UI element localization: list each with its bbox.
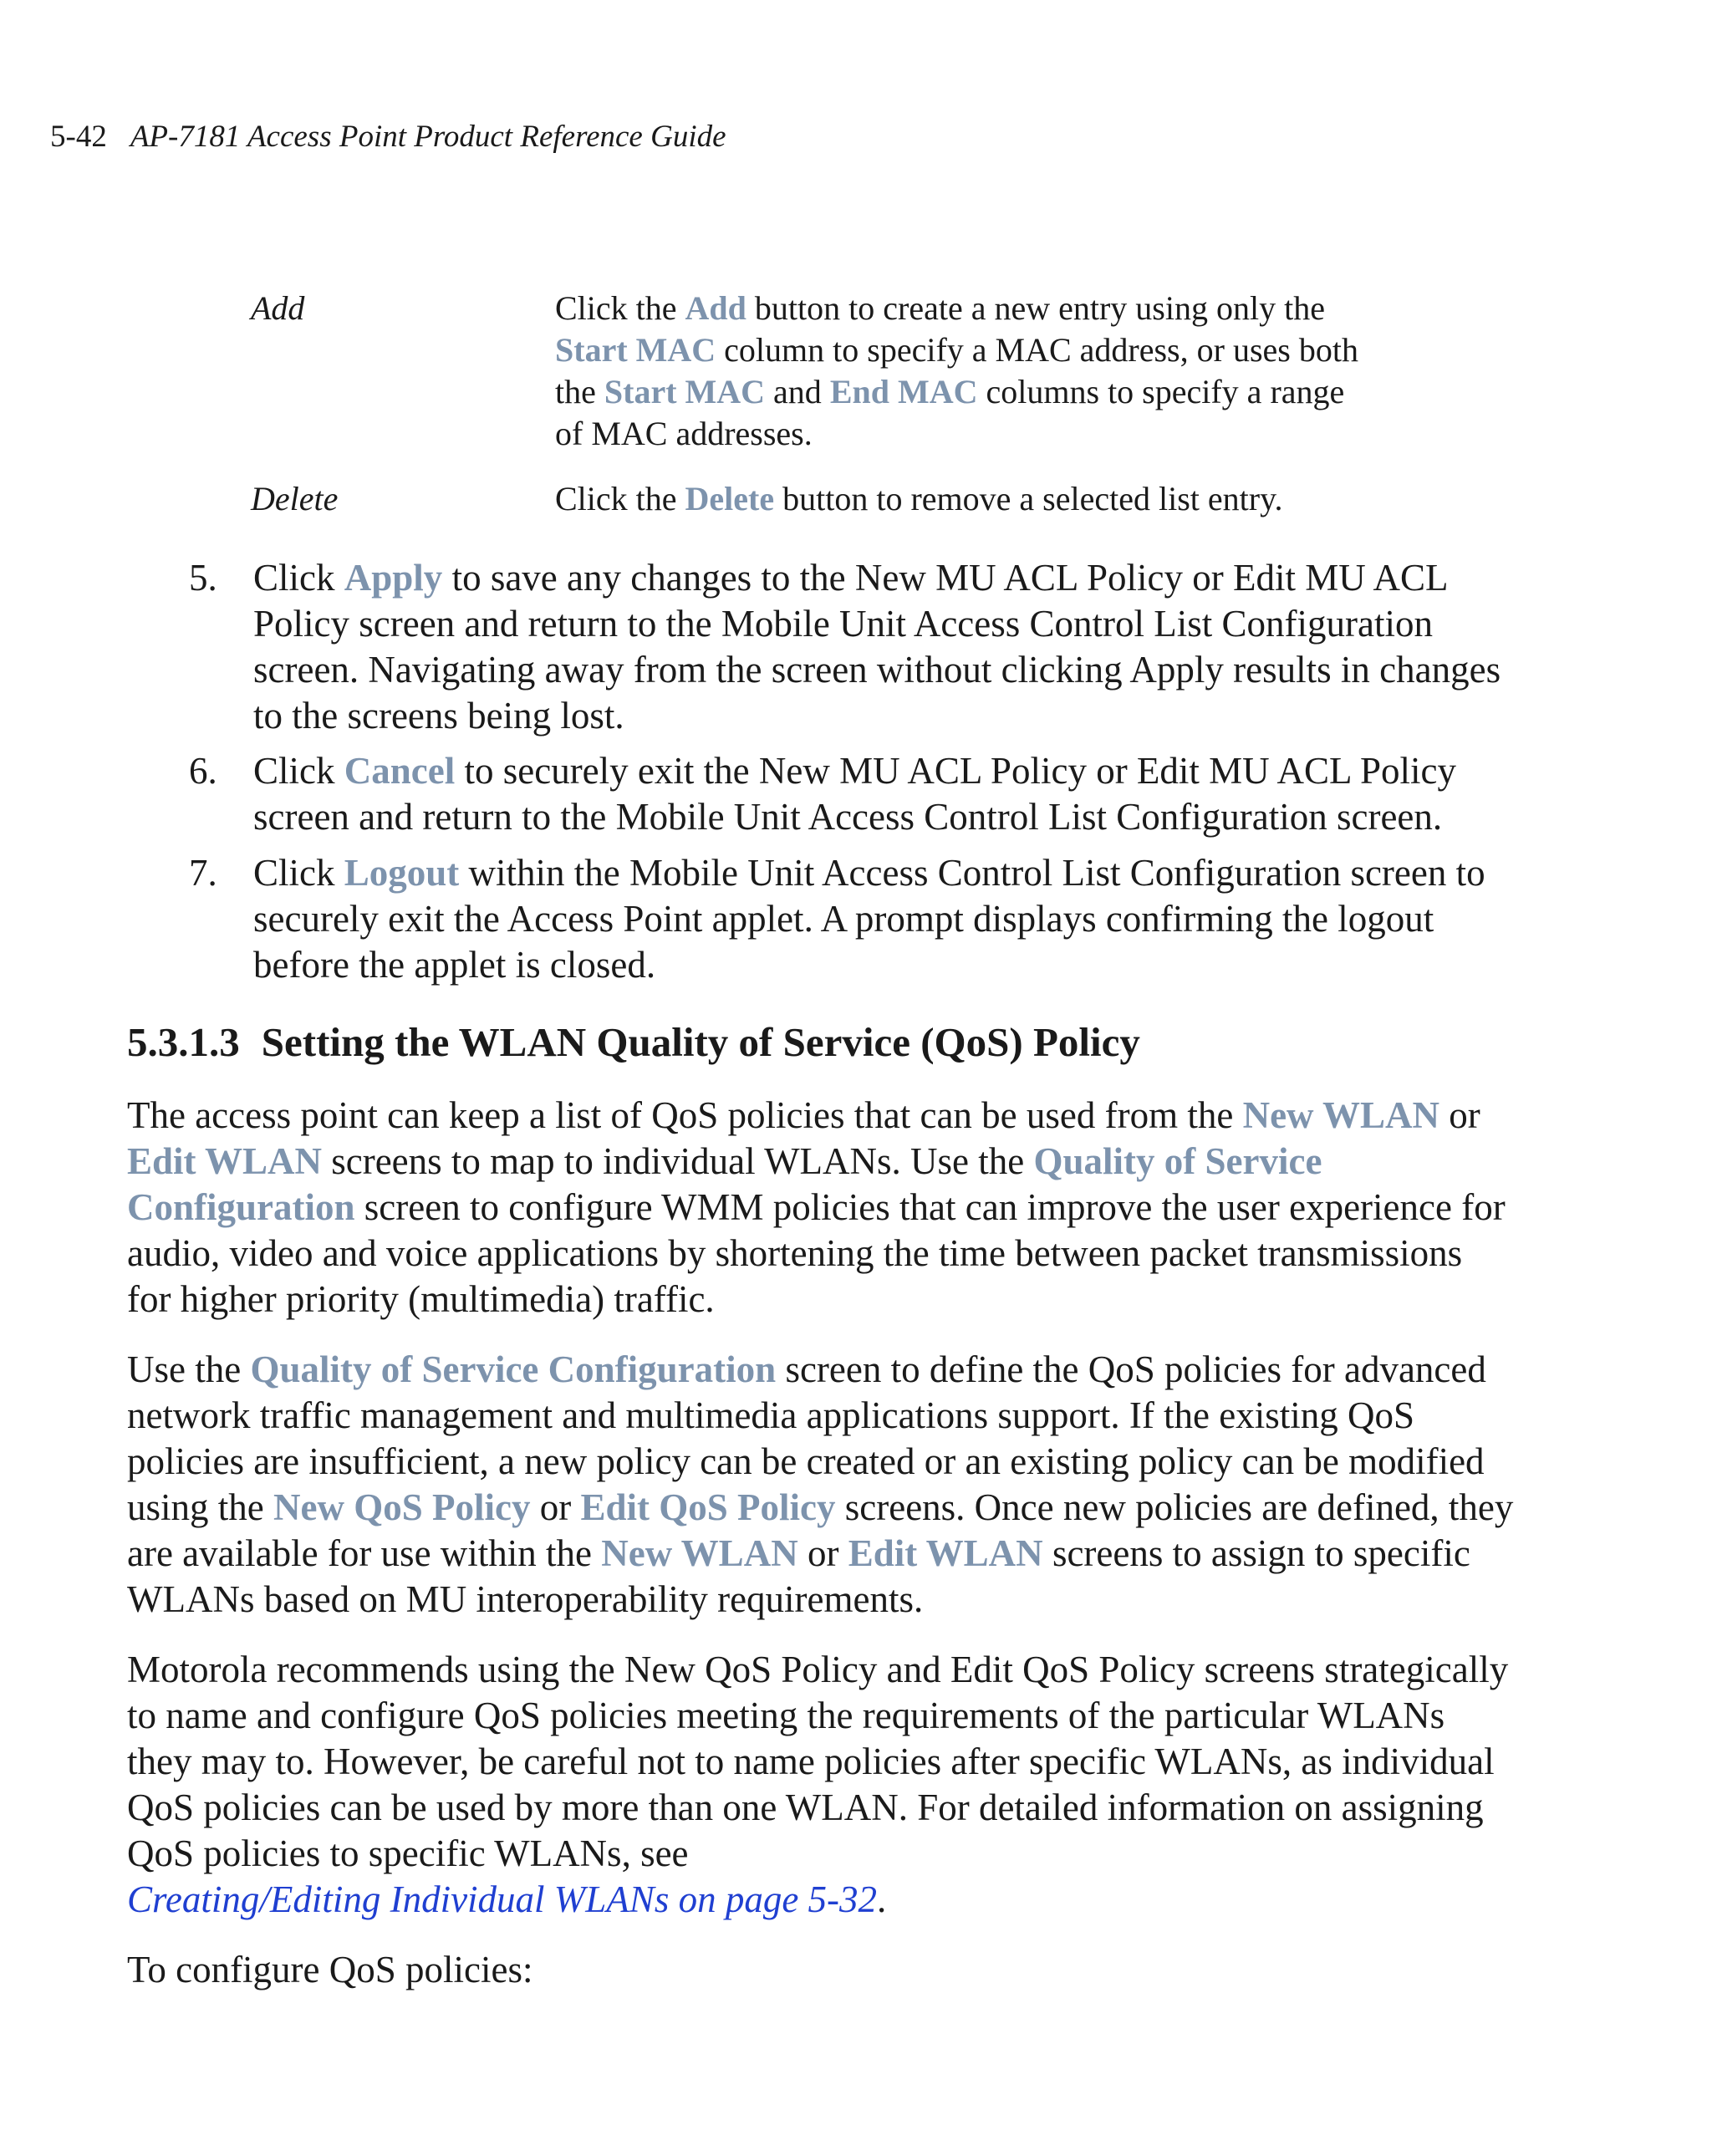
text-run: policies are insufficient, a new policy can be created or an existing policy can be modified — [127, 1440, 1485, 1482]
text-run: Policy screen and return to the Mobile Unit Access Control List Configuration — [253, 603, 1433, 645]
text-run: Use the — [127, 1348, 251, 1390]
text-run: to name and configure QoS policies meeting the requirements of the particular WLANs — [127, 1695, 1445, 1736]
text-line — [127, 1739, 1548, 1785]
text-run: Click the — [555, 480, 685, 517]
text-line — [253, 942, 1541, 988]
text-line — [127, 1439, 1548, 1485]
text-run: Click the — [555, 289, 685, 327]
step-number: 5. — [189, 557, 217, 599]
text-line — [555, 288, 1408, 329]
definition-description — [555, 478, 1408, 520]
text-run: screen. Navigating away from the screen without clicking Apply results in changes — [253, 649, 1501, 691]
section-heading — [127, 1017, 1140, 1068]
page-header — [50, 117, 726, 157]
definition-term: Add — [251, 289, 305, 327]
text-line — [253, 850, 1541, 896]
text-run: The access point can keep a list of QoS policies that can be used from the — [127, 1094, 1243, 1136]
text-run: or — [797, 1532, 848, 1574]
text-run: the — [555, 373, 604, 410]
text-run: they may to. However, be careful not to name policies after specific WLANs, as individual — [127, 1741, 1495, 1782]
ui-term: Delete — [685, 480, 775, 517]
text-run: WLANs based on MU interoperability requirements. — [127, 1578, 924, 1620]
section-number: 5.3.1.3 — [127, 1019, 240, 1065]
text-line — [555, 371, 1408, 413]
text-run: Click — [253, 557, 344, 599]
cross-reference-link[interactable]: Creating/Editing Individual WLANs on page 5-32 — [127, 1878, 878, 1920]
text-run: of MAC addresses. — [555, 415, 813, 452]
ui-term: New WLAN — [1242, 1094, 1439, 1136]
step-text — [253, 555, 1541, 739]
text-run: within the Mobile Unit Access Control List Configuration screen to — [459, 852, 1485, 894]
text-line — [253, 896, 1541, 942]
text-run: audio, video and voice applications by shortening the time between packet transmissions — [127, 1232, 1463, 1274]
text-line — [127, 1277, 1548, 1323]
text-line — [127, 1693, 1548, 1739]
ui-term: Configuration — [127, 1186, 355, 1228]
text-line — [253, 647, 1541, 693]
ui-term: Add — [685, 289, 746, 327]
ui-term: Edit QoS Policy — [580, 1486, 836, 1528]
text-run: using the — [127, 1486, 273, 1528]
text-run: columns to specify a range — [977, 373, 1345, 410]
ui-term: Cancel — [344, 750, 456, 792]
ui-term: New QoS Policy — [273, 1486, 531, 1528]
ui-term: Edit WLAN — [848, 1532, 1043, 1574]
definition-description — [555, 288, 1408, 455]
text-line — [127, 1139, 1548, 1185]
text-line — [127, 1877, 1548, 1923]
ui-term: Logout — [344, 852, 460, 894]
text-line — [127, 1785, 1548, 1831]
text-run: screen to define the QoS policies for advanced — [776, 1348, 1486, 1390]
text-line — [127, 1531, 1548, 1577]
text-run: To configure QoS policies: — [127, 1949, 533, 1990]
text-run: or — [530, 1486, 581, 1528]
text-run: to save any changes to the New MU ACL Policy or Edit MU ACL — [442, 557, 1449, 599]
text-line — [127, 1185, 1548, 1231]
text-run: screens to assign to specific — [1042, 1532, 1470, 1574]
text-run: or — [1439, 1094, 1480, 1136]
ui-term: Edit WLAN — [127, 1140, 322, 1182]
text-run: to the screens being lost. — [253, 695, 624, 737]
text-line — [127, 1577, 1548, 1623]
text-run: Motorola recommends using the New QoS Policy and Edit QoS Policy screens strategically — [127, 1649, 1509, 1690]
text-run: button to remove a selected list entry. — [774, 480, 1283, 517]
text-run: Click — [253, 750, 344, 792]
text-run: button to create a new entry using only the — [746, 289, 1325, 327]
definition-term: Delete — [251, 480, 339, 517]
ui-term: Start MAC — [604, 373, 766, 410]
text-run: are available for use within the — [127, 1532, 602, 1574]
step-text — [253, 748, 1541, 840]
paragraph-configure-prompt — [127, 1947, 1548, 1993]
text-run: and — [765, 373, 830, 410]
text-run: for higher priority (multimedia) traffic. — [127, 1278, 715, 1320]
text-run: network traffic management and multimedia applications support. If the existing QoS — [127, 1394, 1415, 1436]
text-line — [253, 555, 1541, 601]
text-run: securely exit the Access Point applet. A prompt displays confirming the logout — [253, 898, 1434, 940]
text-run: screen to configure WMM policies that can improve the user experience for — [354, 1186, 1506, 1228]
text-line — [555, 478, 1408, 520]
text-run: QoS policies to specific WLANs, see — [127, 1832, 689, 1874]
text-line — [555, 329, 1408, 371]
step-number: 6. — [189, 750, 217, 792]
text-line — [555, 413, 1408, 455]
ui-term: Apply — [344, 557, 443, 599]
text-run: QoS policies can be used by more than one WLAN. For detailed information on assigning — [127, 1786, 1484, 1828]
paragraph-qos-intro — [127, 1093, 1548, 1323]
text-line — [127, 1393, 1548, 1439]
paragraph-motorola-recommendation — [127, 1647, 1548, 1923]
step-text — [253, 850, 1541, 988]
text-run: Click — [253, 852, 344, 894]
ui-term: End MAC — [829, 373, 978, 410]
text-line — [253, 748, 1541, 794]
text-run: . — [877, 1878, 887, 1920]
text-line — [127, 1831, 1548, 1877]
text-line — [127, 1231, 1548, 1277]
text-line — [253, 601, 1541, 647]
text-line — [127, 1485, 1548, 1531]
text-line — [253, 794, 1541, 840]
text-run: screen and return to the Mobile Unit Access Control List Configuration screen. — [253, 796, 1443, 838]
ui-term: New WLAN — [601, 1532, 798, 1574]
text-run: before the applet is closed. — [253, 944, 656, 986]
page-number: 5-42 — [50, 120, 107, 154]
text-line — [127, 1347, 1548, 1393]
paragraph-qos-configuration — [127, 1347, 1548, 1623]
ui-term: Quality of Service — [1033, 1140, 1322, 1182]
text-line — [127, 1647, 1548, 1693]
text-line — [127, 1093, 1548, 1139]
text-run: screens. Once new policies are defined, they — [835, 1486, 1514, 1528]
ui-term: Quality of Service Configuration — [250, 1348, 777, 1390]
text-line — [127, 1947, 1548, 1993]
ui-term: Start MAC — [555, 331, 716, 369]
section-title: Setting the WLAN Quality of Service (QoS) Policy — [261, 1019, 1140, 1065]
step-number: 7. — [189, 852, 217, 894]
text-run: screens to map to individual WLANs. Use the — [321, 1140, 1034, 1182]
text-line — [253, 693, 1541, 739]
text-run: column to specify a MAC address, or uses both — [716, 331, 1358, 369]
text-run: to securely exit the New MU ACL Policy or Edit MU ACL Policy — [455, 750, 1457, 792]
guide-title: AP-7181 Access Point Product Reference Guide — [130, 120, 726, 154]
